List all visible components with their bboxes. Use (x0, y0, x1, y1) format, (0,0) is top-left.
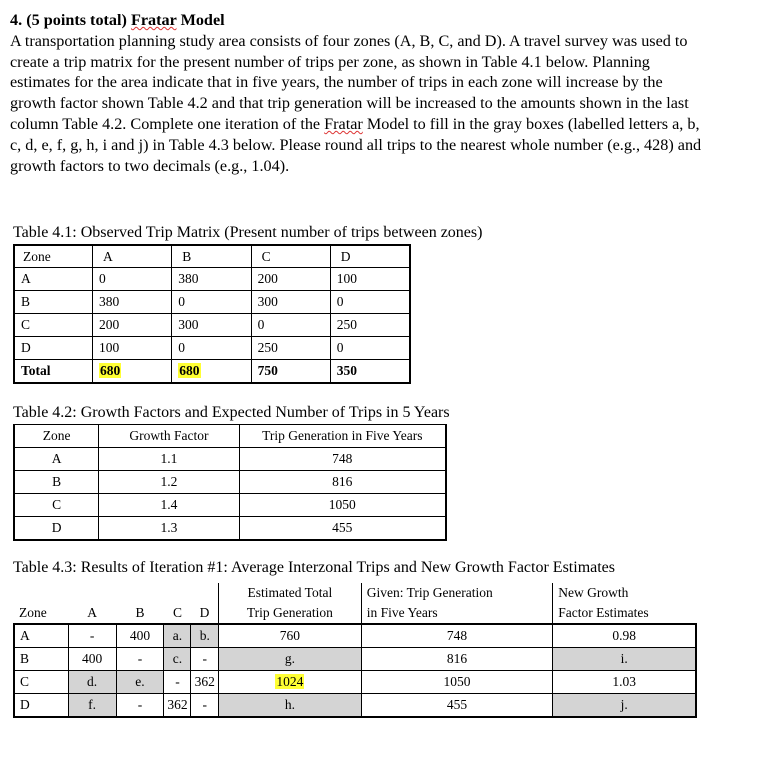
table-row (14, 624, 696, 648)
table-cell: 350 (330, 360, 410, 384)
table-cell: Trip Generation in Five Years (239, 425, 446, 448)
table-cell: 0 (251, 314, 330, 337)
table-cell: 455 (361, 694, 553, 718)
question-body: A transportation planning study area consists of four zones (A, B, C, and D). A travel survey was used to create a trip matrix for the present number of trips per zone, as shown in Table 4.1 below. Planning estimates for the area indicate that in five years, the number of trips in each zone will increase by the growth factor shown Table 4.2 and that trip generation will be increased to the amounts shown in the last column Table 4.2. Complete one iteration of the Fratar Model to fill in the gray boxes (labelled letters a, b, c, d, e, f, g, h, i and j) in Table 4.3 below. Please round all trips to the nearest whole number (e.g., 428) and growth factors to two decimals (e.g., 1.04). (10, 31, 702, 175)
table-cell: 200 (92, 314, 171, 337)
table-cell: Zone (14, 245, 92, 268)
table-cell: Given: Trip Generation (361, 583, 553, 603)
table-cell: B (172, 245, 251, 268)
table-row (14, 671, 696, 694)
table-cell: 200 (251, 268, 330, 291)
table-header-row (14, 425, 446, 448)
highlighted-total: 680 (179, 363, 200, 378)
table-cell: D (14, 694, 68, 718)
table3-caption: Table 4.3: Results of Iteration #1: Average Interzonal Trips and New Growth Factor Estimates (13, 559, 616, 576)
table-cell: B (14, 648, 68, 671)
table-row (14, 471, 446, 494)
table1-caption: Table 4.1: Observed Trip Matrix (Present number of trips between zones) (13, 224, 483, 241)
answer-box-a: a. (164, 624, 191, 648)
table-cell: Total (14, 360, 92, 384)
answer-box-i: i. (553, 648, 696, 671)
question-header: 4. (5 points total) Fratar Model (10, 11, 225, 29)
table-cell: A (87, 605, 97, 620)
table-cell: C (14, 494, 99, 517)
table-row (14, 694, 696, 718)
table-row (14, 648, 696, 671)
table-cell (172, 360, 251, 384)
table-cell: 250 (330, 314, 410, 337)
table-cell (164, 583, 191, 603)
table-cell: 1.3 (99, 517, 239, 541)
table-row (14, 337, 410, 360)
table-cell: C (172, 605, 182, 620)
table-cell: 748 (239, 448, 446, 471)
table-cell: B (135, 605, 145, 620)
table-cell: 0 (330, 337, 410, 360)
table-cell: 400 (116, 624, 164, 648)
table-cell: D (199, 605, 210, 620)
table-cell: Estimated Total (219, 583, 362, 603)
table-cell: B (14, 291, 92, 314)
table-header-row (14, 603, 696, 624)
table2-caption: Table 4.2: Growth Factors and Expected Number of Trips in 5 Years (13, 404, 450, 421)
table-cell: 750 (251, 360, 330, 384)
table-cell: A (14, 448, 99, 471)
table-header-row (14, 245, 410, 268)
table-cell: 400 (68, 648, 116, 671)
table-cell: 0 (330, 291, 410, 314)
table-cell: A (92, 245, 171, 268)
answer-box-d: d. (68, 671, 116, 694)
table-cell: 380 (172, 268, 251, 291)
table-cell: 748 (361, 624, 553, 648)
table-cell: 455 (239, 517, 446, 541)
table-row (14, 494, 446, 517)
table-total-row (14, 360, 410, 384)
table-cell (116, 583, 164, 603)
table-cell (14, 583, 68, 603)
table-header-row (14, 583, 696, 603)
table-cell: 300 (172, 314, 251, 337)
table-cell: 100 (330, 268, 410, 291)
growth-factors-table (13, 424, 447, 541)
table-cell: 1.4 (99, 494, 239, 517)
table-cell: 816 (239, 471, 446, 494)
table-cell: A (14, 268, 92, 291)
answer-box-c: c. (164, 648, 191, 671)
table-cell: D (14, 517, 99, 541)
table-cell: 0.98 (553, 624, 696, 648)
table-cell (92, 360, 171, 384)
table-cell: 816 (361, 648, 553, 671)
iteration-results-table (13, 583, 697, 718)
table-row (14, 517, 446, 541)
table-cell (191, 583, 219, 603)
answer-box-b: b. (191, 624, 219, 648)
table-cell: New Growth (553, 583, 696, 603)
table-cell: 1050 (361, 671, 553, 694)
answer-box-f: f. (68, 694, 116, 718)
table-cell (219, 671, 362, 694)
table-cell: - (116, 648, 164, 671)
highlighted-estimate: 1024 (276, 674, 304, 689)
table-cell: Zone (14, 425, 99, 448)
table-cell: D (14, 337, 92, 360)
table-cell: 0 (172, 291, 251, 314)
table-cell: - (191, 694, 219, 718)
table-cell (68, 583, 116, 603)
table-row (14, 314, 410, 337)
table-cell: 250 (251, 337, 330, 360)
table-cell: 0 (172, 337, 251, 360)
table-cell: D (330, 245, 410, 268)
table-row (14, 448, 446, 471)
answer-box-j: j. (553, 694, 696, 718)
table-cell: 380 (92, 291, 171, 314)
table-row (14, 291, 410, 314)
table-cell: 0 (92, 268, 171, 291)
answer-box-h: h. (219, 694, 362, 718)
table-cell: B (14, 471, 99, 494)
table-cell: C (251, 245, 330, 268)
table-cell: 300 (251, 291, 330, 314)
table-cell: in Five Years (361, 603, 553, 624)
highlighted-total: 680 (99, 363, 121, 378)
table-cell: C (14, 314, 92, 337)
answer-box-g: g. (219, 648, 362, 671)
answer-box-e: e. (116, 671, 164, 694)
table-cell: 100 (92, 337, 171, 360)
table-cell: - (164, 671, 191, 694)
question-text (10, 10, 710, 176)
table-cell: 1.2 (99, 471, 239, 494)
table-cell: Growth Factor (99, 425, 239, 448)
table-cell: 760 (219, 624, 362, 648)
table-cell: Factor Estimates (553, 603, 696, 624)
table-cell: C (14, 671, 68, 694)
table-cell: - (68, 624, 116, 648)
table-row (14, 268, 410, 291)
table-cell: 1.1 (99, 448, 239, 471)
table-cell: A (14, 624, 68, 648)
table-cell: Zone (19, 605, 47, 620)
table-cell: Trip Generation (219, 603, 362, 624)
observed-trip-matrix-table (13, 244, 411, 384)
table-cell: 1.03 (553, 671, 696, 694)
table-cell: 1050 (239, 494, 446, 517)
table-cell: - (116, 694, 164, 718)
table-cell: - (191, 648, 219, 671)
table-cell: 362 (191, 671, 219, 694)
table-cell: 362 (164, 694, 191, 718)
